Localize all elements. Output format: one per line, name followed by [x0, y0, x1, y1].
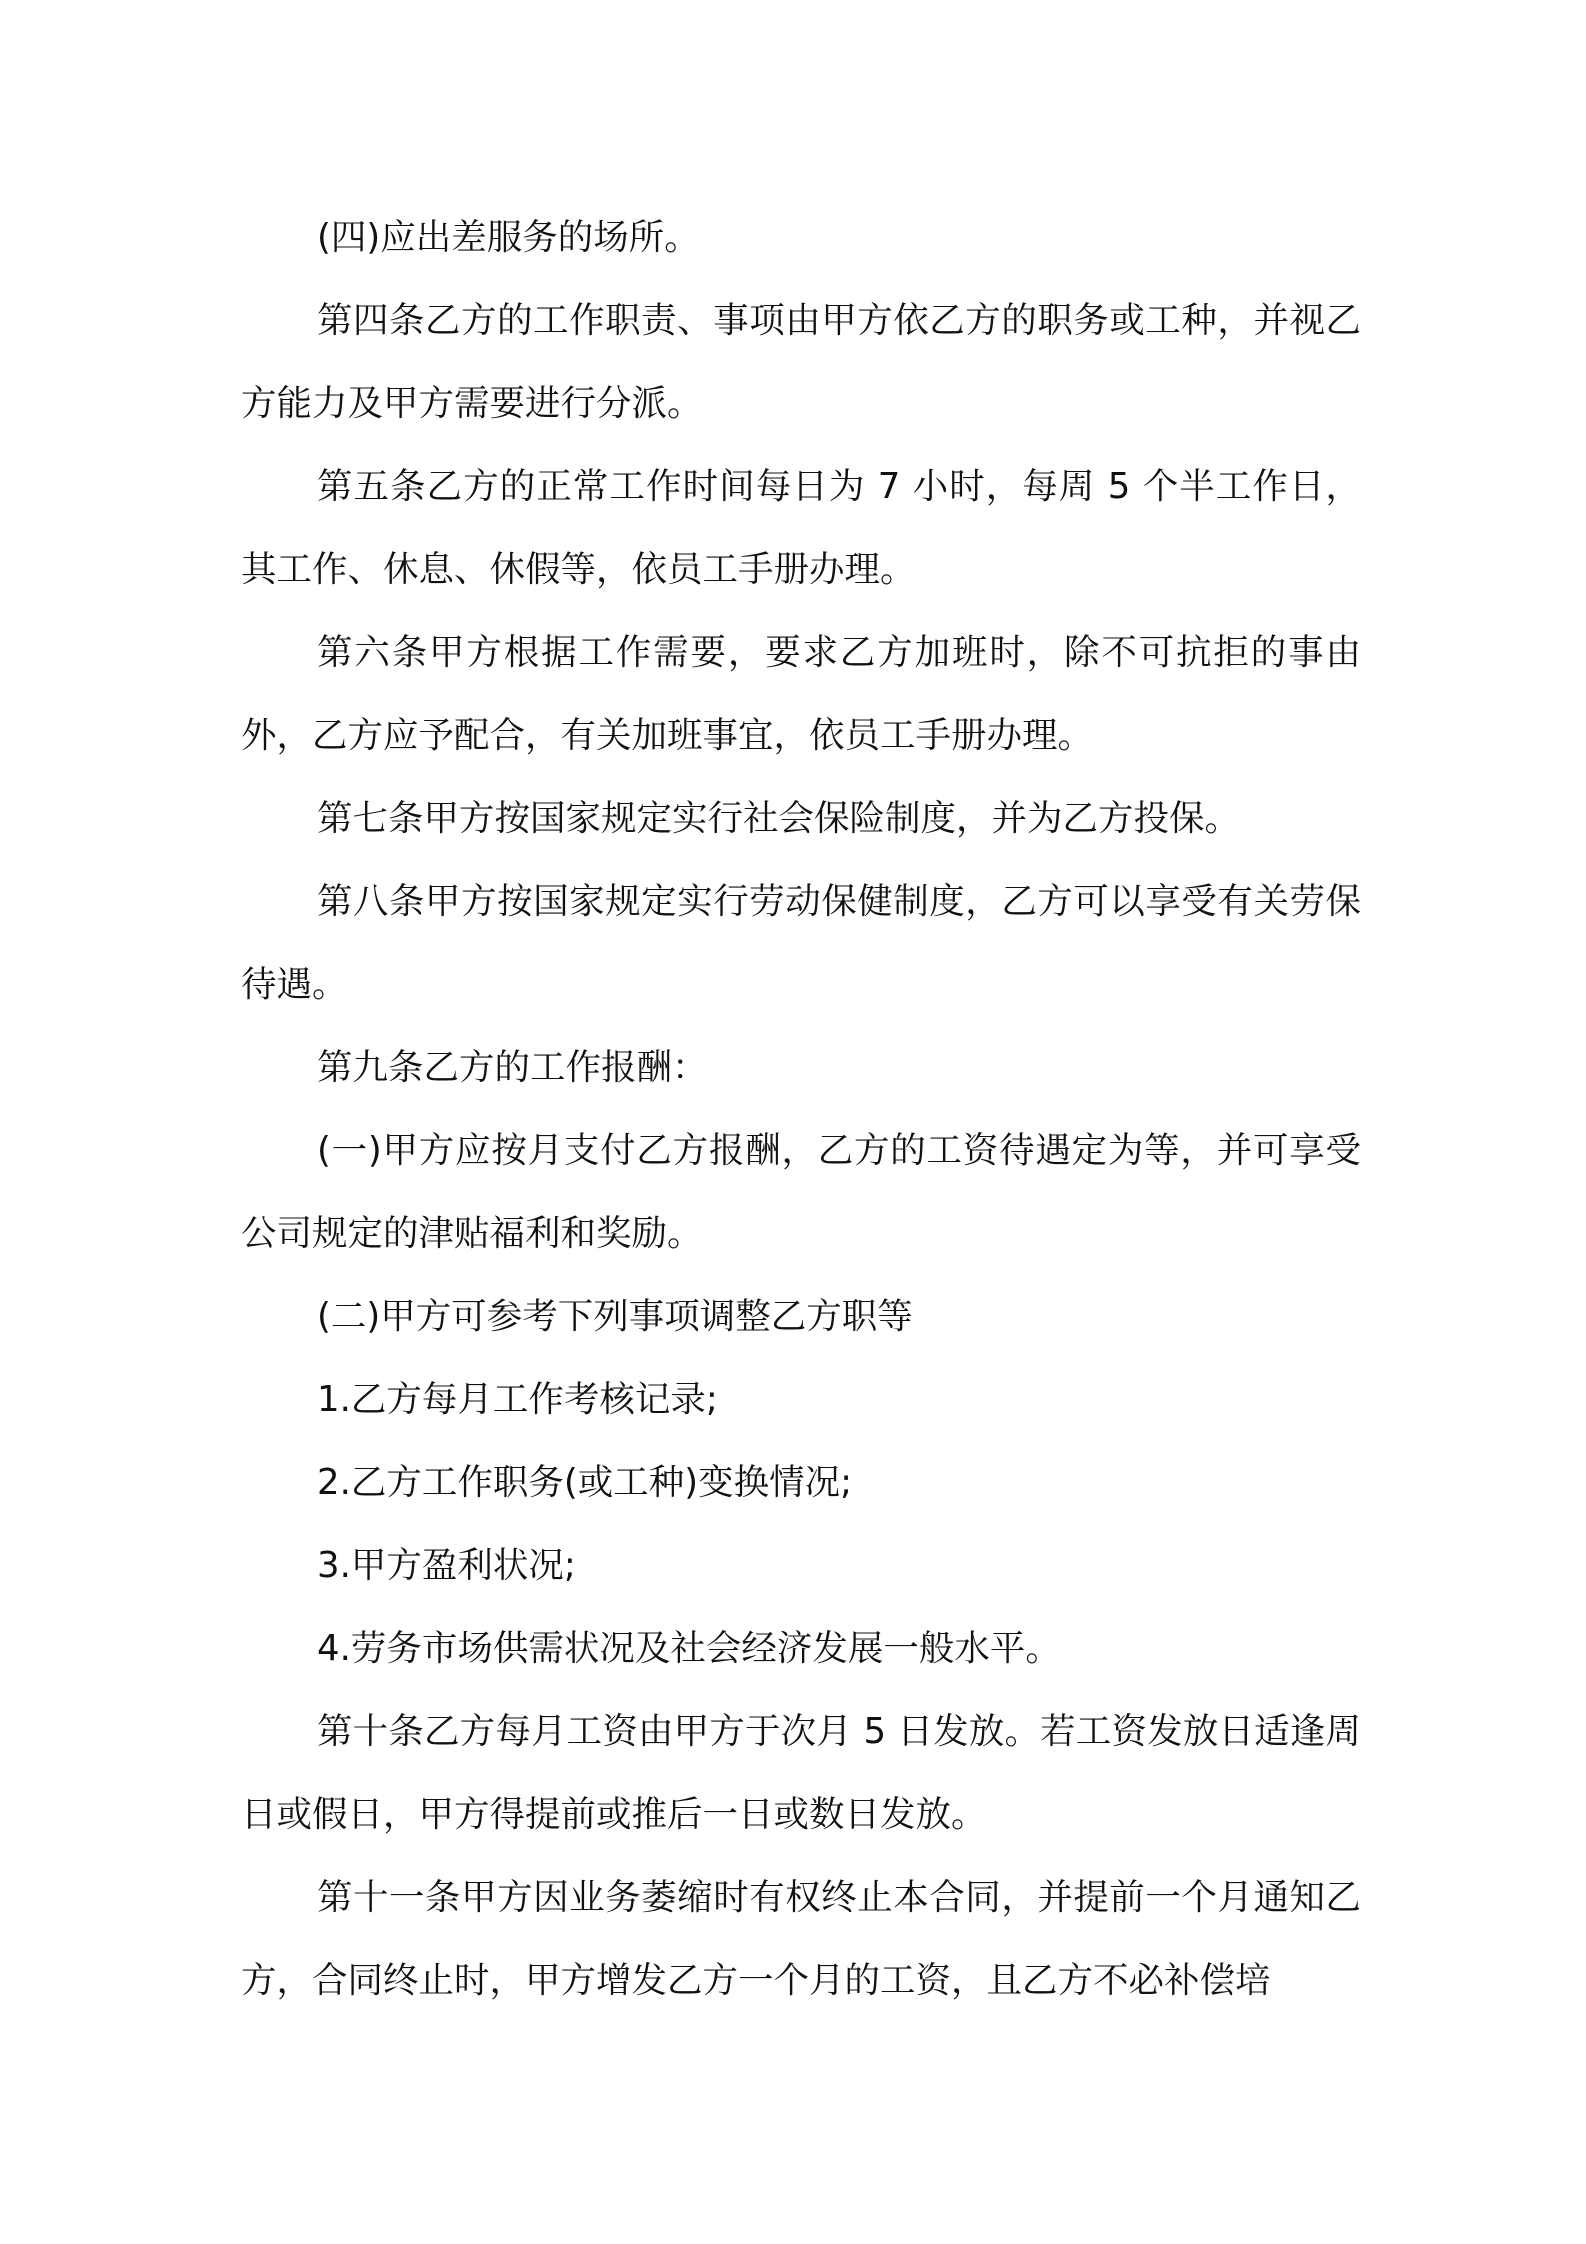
list-item-1: 1.乙方每月工作考核记录; [317, 1379, 718, 1420]
list-item-3: 3.甲方盈利状况; [317, 1545, 576, 1586]
paragraph-business-trip-location: (四)应出差服务的场所。 [317, 217, 700, 258]
paragraph-article-9: 第九条乙方的工作报酬： [317, 1047, 708, 1088]
paragraph-article-9-item-2: (二)甲方可参考下列事项调整乙方职等 [317, 1296, 913, 1337]
paragraph-article-5: 第五条乙方的正常工作时间每日为 7 小时，每周 5 个半工作日，其工作、休息、休假等，依员工手册办理。 [241, 466, 1361, 590]
list-item-4: 4.劳务市场供需状况及社会经济发展一般水平。 [317, 1628, 1061, 1669]
paragraph-article-10: 第十条乙方每月工资由甲方于次月 5 日发放。若工资发放日适逢周日或假日，甲方得提前或推后一日或数日发放。 [241, 1711, 1361, 1835]
paragraph-article-9-item-1: (一)甲方应按月支付乙方报酬，乙方的工资待遇定为等，并可享受公司规定的津贴福利和奖励。 [241, 1130, 1361, 1254]
paragraph-article-7: 第七条甲方按国家规定实行社会保险制度，并为乙方投保。 [317, 798, 1241, 839]
paragraph-article-8: 第八条甲方按国家规定实行劳动保健制度，乙方可以享受有关劳保待遇。 [241, 881, 1361, 1005]
paragraph-article-6: 第六条甲方根据工作需要，要求乙方加班时，除不可抗拒的事由外，乙方应予配合，有关加班事宜，依员工手册办理。 [241, 632, 1361, 756]
list-item-2: 2.乙方工作职务(或工种)变换情况; [317, 1462, 853, 1503]
contract-body [241, 196, 1361, 2022]
paragraph-article-11: 第十一条甲方因业务萎缩时有权终止本合同，并提前一个月通知乙方，合同终止时，甲方增发乙方一个月的工资，且乙方不必补偿培 [241, 1877, 1361, 2001]
paragraph-article-4: 第四条乙方的工作职责、事项由甲方依乙方的职务或工种，并视乙方能力及甲方需要进行分派。 [241, 300, 1361, 424]
